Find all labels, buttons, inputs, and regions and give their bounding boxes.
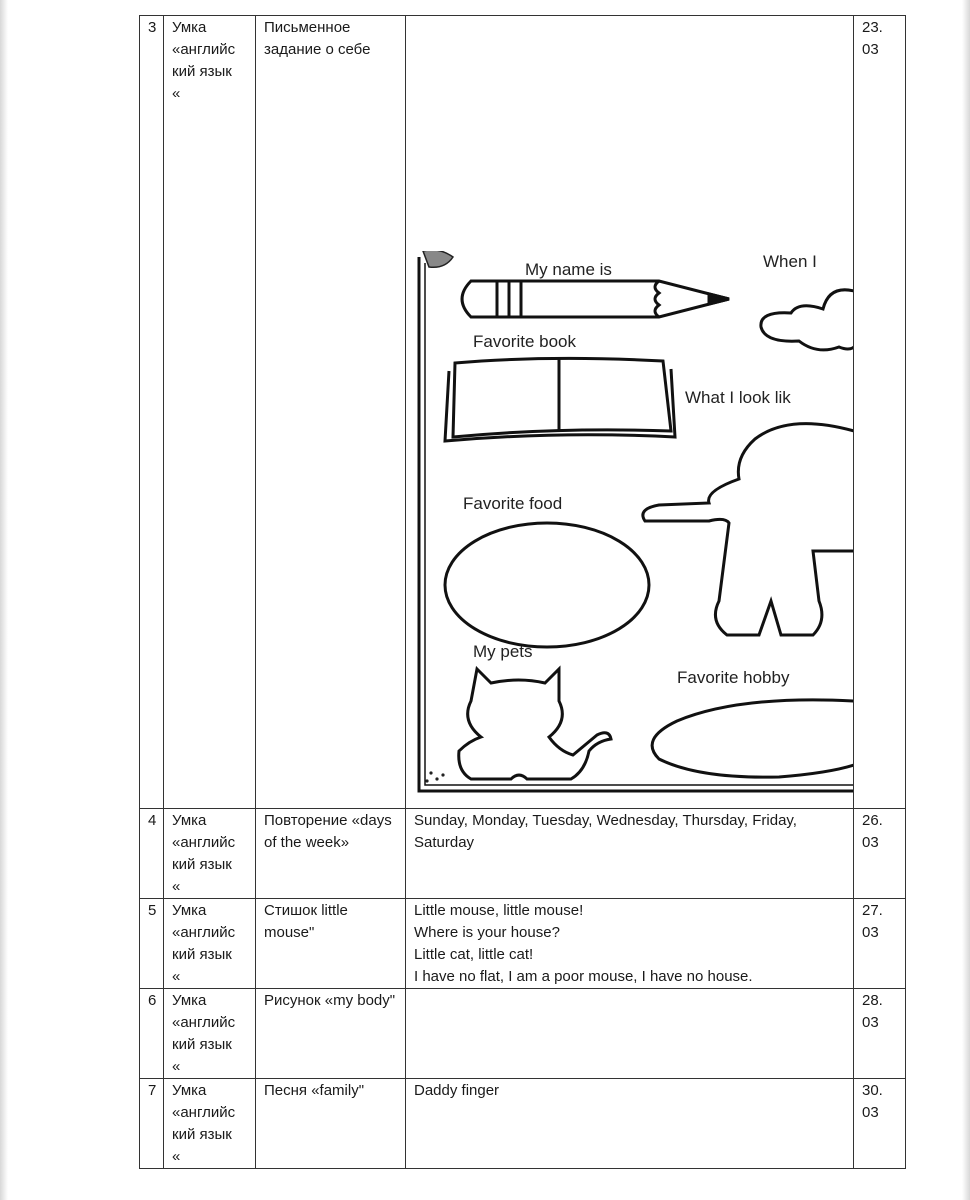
cat-drawing	[459, 669, 611, 779]
all-about-me-worksheet-image	[409, 251, 854, 797]
topic-cell	[256, 16, 406, 809]
row-number: 5	[140, 899, 164, 989]
class-line: Умка	[172, 902, 207, 919]
class-cell	[164, 809, 256, 899]
date-line: 03	[862, 1014, 879, 1031]
class-cell	[164, 899, 256, 989]
content-cell	[406, 899, 854, 989]
content-line: I have no flat, I am a poor mouse, I have no house.	[414, 968, 753, 985]
book-label: Favorite book	[473, 332, 576, 351]
topic-text: Стишок little mouse"	[264, 902, 348, 941]
date-line: 27.	[862, 902, 883, 919]
class-line: Умка	[172, 812, 207, 829]
hobby-label: Favorite hobby	[677, 668, 790, 687]
hobby-oval-drawing	[652, 700, 853, 777]
content-line: Where is your house?	[414, 924, 560, 941]
date-line: 30.	[862, 1082, 883, 1099]
date-line: 26.	[862, 812, 883, 829]
class-line: «английс	[172, 41, 236, 58]
date-cell	[854, 989, 906, 1079]
date-cell	[854, 899, 906, 989]
date-line: 28.	[862, 992, 883, 1009]
class-line: «	[172, 1058, 181, 1075]
class-line: «английс	[172, 834, 236, 851]
class-line: кий язык	[172, 63, 232, 80]
birthday-label: When I	[763, 252, 817, 271]
pencil-drawing	[462, 281, 729, 317]
page-shadow-left	[0, 0, 8, 1200]
cloud-drawing	[761, 290, 854, 350]
content-line: Little mouse, little mouse!	[414, 902, 584, 919]
pets-label: My pets	[473, 642, 533, 661]
class-line: «	[172, 1148, 181, 1165]
content-line: Little cat, little cat!	[414, 946, 534, 963]
class-line: кий язык	[172, 1126, 232, 1143]
date-cell	[854, 1079, 906, 1169]
date-line: 03	[862, 834, 879, 851]
class-cell	[164, 1079, 256, 1169]
date-cell	[854, 809, 906, 899]
content-line: Saturday	[414, 834, 475, 851]
class-line: Умка	[172, 1082, 207, 1099]
lesson-plan-table	[139, 15, 906, 1169]
topic-text: Рисунок «my body"	[264, 992, 396, 1009]
name-label: My name is	[525, 260, 612, 279]
class-line: «	[172, 85, 181, 102]
table-row	[140, 989, 906, 1079]
class-line: «	[172, 968, 181, 985]
content-cell	[406, 809, 854, 899]
class-line: «английс	[172, 924, 236, 941]
topic-text: Письменное задание о себе	[264, 19, 371, 58]
date-line: 03	[862, 41, 879, 58]
class-line: «английс	[172, 1104, 236, 1121]
class-line: «английс	[172, 1014, 236, 1031]
date-line: 23.	[862, 19, 883, 36]
table-row	[140, 809, 906, 899]
topic-cell	[256, 989, 406, 1079]
content-cell	[406, 16, 854, 809]
page-shadow-right	[962, 0, 970, 1200]
table-row	[140, 16, 906, 809]
topic-cell	[256, 809, 406, 899]
date-line: 03	[862, 924, 879, 941]
content-cell	[406, 989, 854, 1079]
topic-text: Песня «family"	[264, 1082, 365, 1099]
content-line: Sunday, Monday, Tuesday, Wednesday, Thursday, Friday,	[414, 812, 797, 829]
open-book-drawing	[445, 358, 675, 441]
row-number: 4	[140, 809, 164, 899]
class-line: Умка	[172, 19, 207, 36]
class-line: кий язык	[172, 856, 232, 873]
row-number: 3	[140, 16, 164, 809]
class-line: «	[172, 878, 181, 895]
topic-cell	[256, 1079, 406, 1169]
table-row	[140, 899, 906, 989]
class-cell	[164, 16, 256, 809]
class-line: кий язык	[172, 946, 232, 963]
content-cell	[406, 1079, 854, 1169]
row-number: 7	[140, 1079, 164, 1169]
content-line: Daddy finger	[414, 1082, 500, 1099]
table-row	[140, 1079, 906, 1169]
class-line: кий язык	[172, 1036, 232, 1053]
topic-cell	[256, 899, 406, 989]
date-cell	[854, 16, 906, 809]
look-label: What I look lik	[685, 388, 791, 407]
class-cell	[164, 989, 256, 1079]
plate-circle-drawing	[445, 523, 649, 647]
topic-text: Повторение «days of the week»	[264, 812, 392, 851]
food-label: Favorite food	[463, 494, 563, 513]
class-line: Умка	[172, 992, 207, 1009]
date-line: 03	[862, 1104, 879, 1121]
row-number: 6	[140, 989, 164, 1079]
body-outline-drawing	[643, 424, 854, 635]
